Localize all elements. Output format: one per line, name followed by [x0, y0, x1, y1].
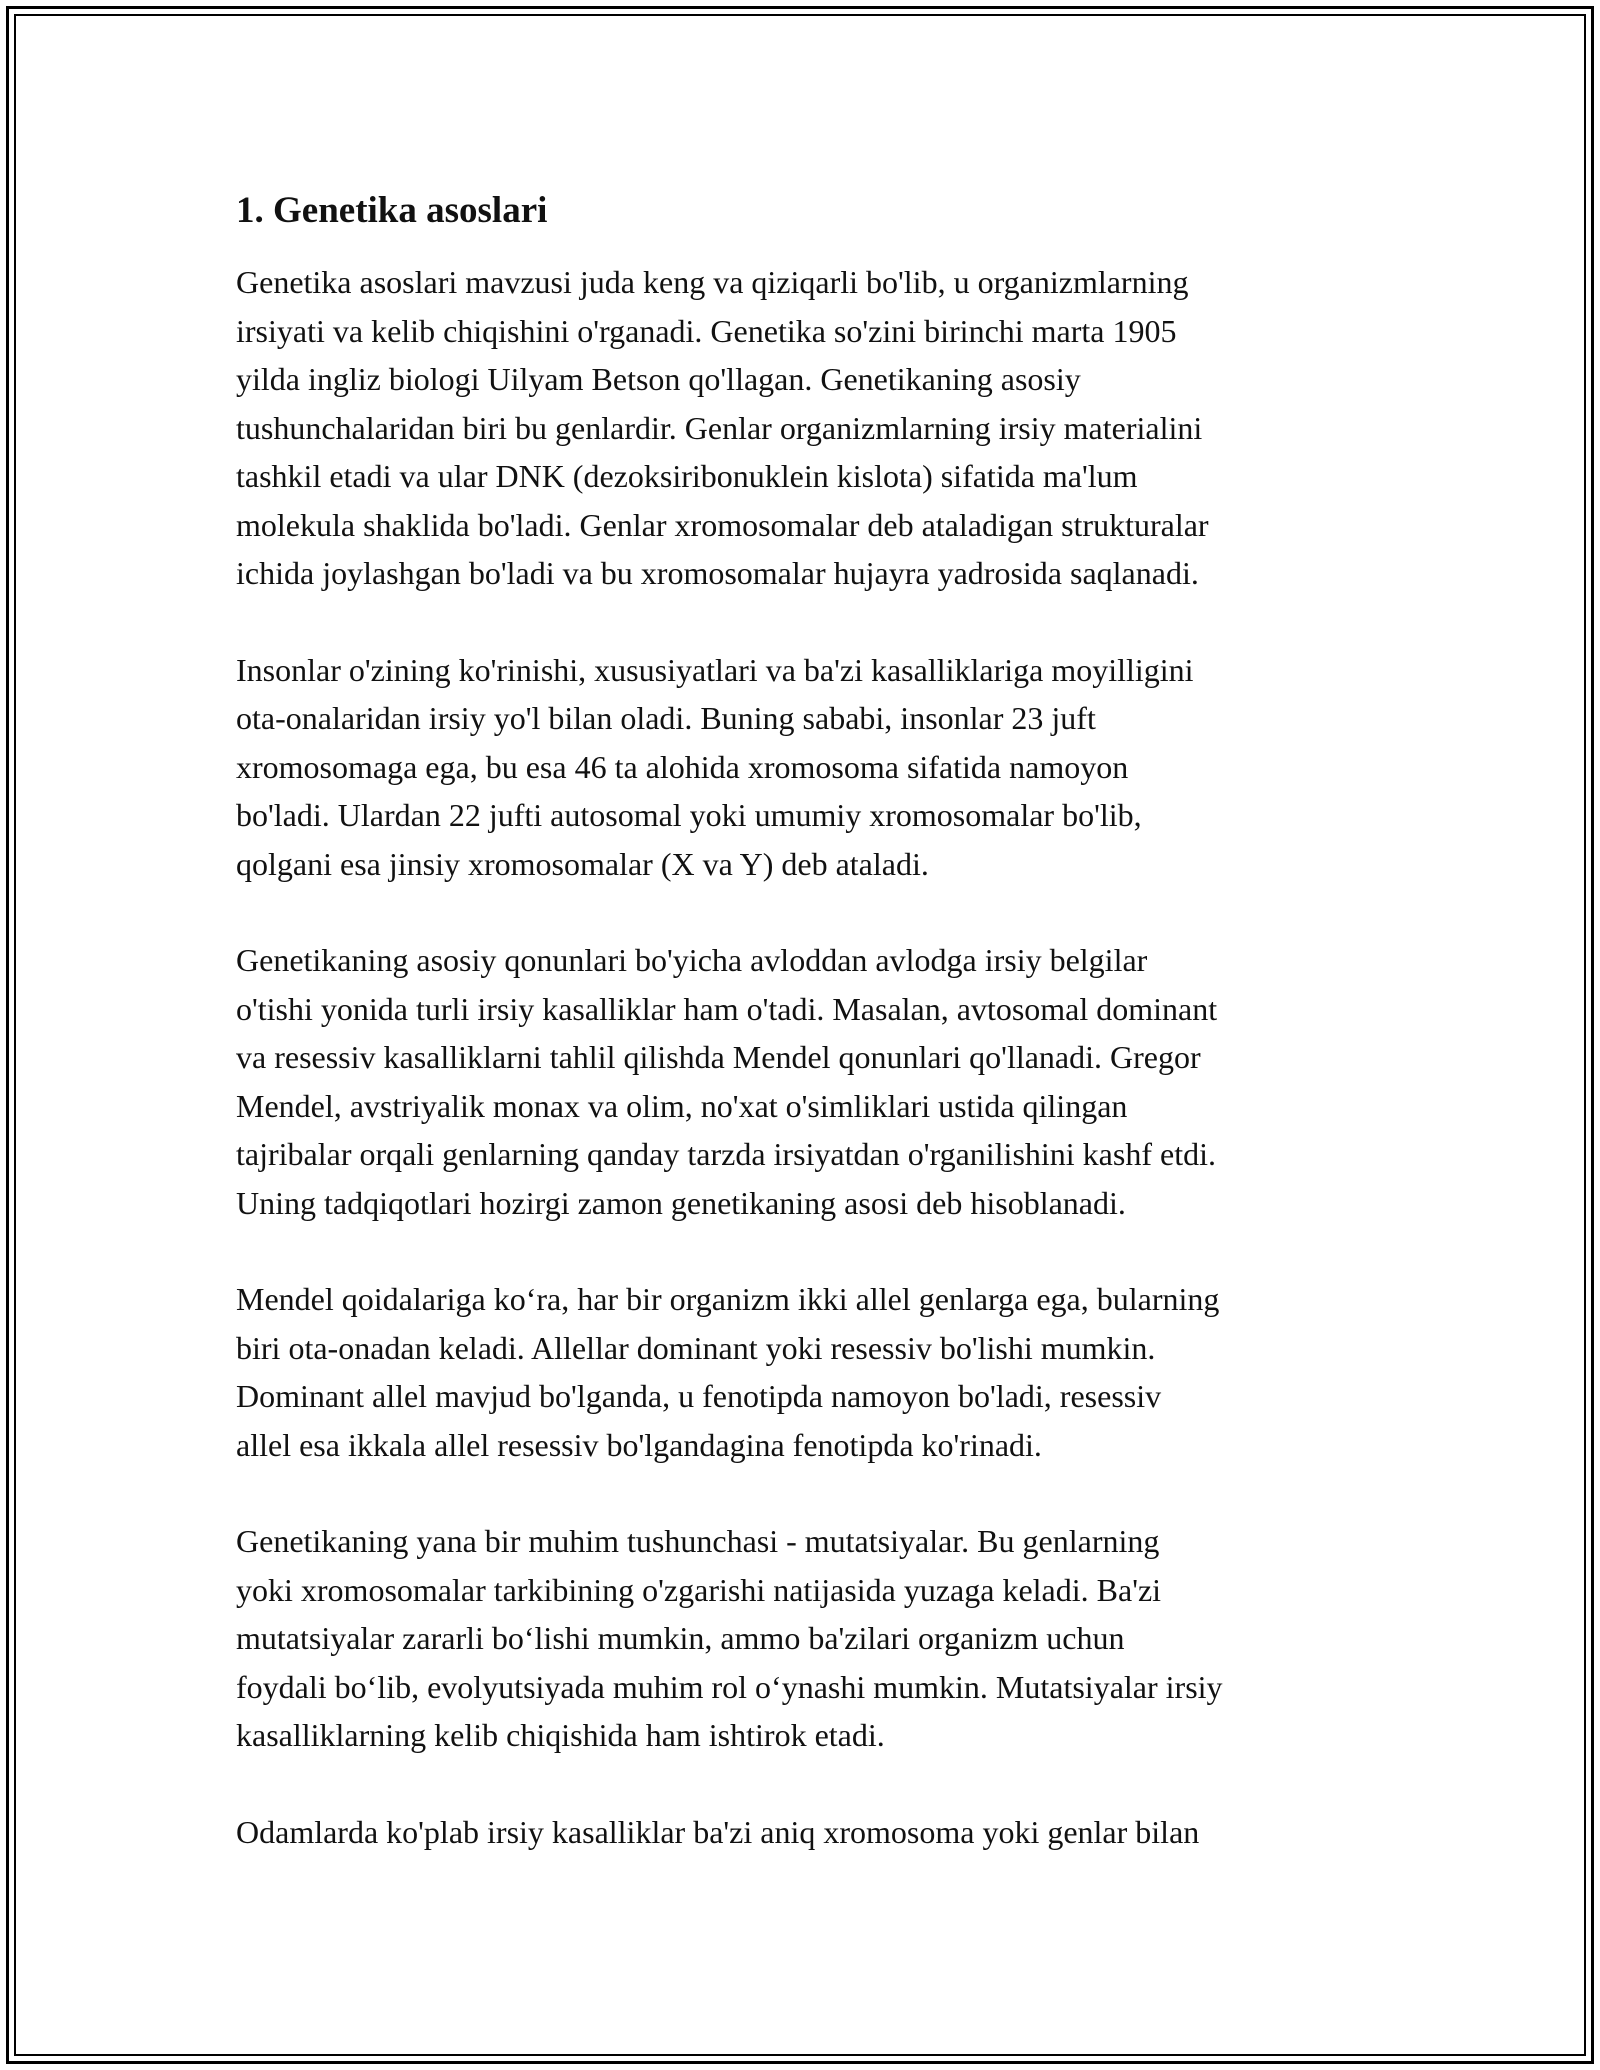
text-line: Genetika asoslari mavzusi juda keng va qiziqarli bo'lib, u organizmlarning [236, 264, 1189, 300]
section-heading: 1. Genetika asoslari [236, 190, 548, 231]
text-line: Mendel, avstriyalik monax va olim, no'xat o'simliklari ustida qilingan [236, 1087, 1128, 1124]
text-line: o'tishi yonida turli irsiy kasalliklar ham o'tadi. Masalan, avtosomal dominant [236, 990, 1218, 1027]
paragraph-human-chromosomes [236, 646, 1386, 889]
text-line: va resessiv kasalliklarni tahlil qilishda Mendel qonunlari qo'llanadi. Gregor [236, 1039, 1201, 1075]
document-body [236, 186, 1386, 1904]
text-line: ichida joylashgan bo'ladi va bu xromosomalar hujayra yadrosida saqlanadi. [236, 555, 1199, 591]
text-line: tajribalar orqali genlarning qanday tarzda irsiyatdan o'rganilishini kashf etdi. [236, 1136, 1216, 1172]
text-line: tashkil etadi va ular DNK (dezoksiribonuklein kislota) sifatida ma'lum [236, 458, 1138, 494]
text-line: xromosomaga ega, bu esa 46 ta alohida xromosoma sifatida namoyon [236, 748, 1129, 785]
text-line: Genetikaning asosiy qonunlari bo'yicha avloddan avlodga irsiy belgilar [236, 942, 1148, 978]
text-line: Insonlar o'zining ko'rinishi, xususiyatlari va ba'zi kasalliklariga moyilligini [236, 651, 1194, 688]
text-line: biri ota-onadan keladi. Allellar dominant yoki resessiv bo'lishi mumkin. [236, 1329, 1156, 1366]
text-line: yoki xromosomalar tarkibining o'zgarishi natijasida yuzaga keladi. Ba'zi [236, 1571, 1162, 1608]
text-line: qolgani esa jinsiy xromosomalar (X va Y) deb ataladi. [236, 845, 929, 882]
text-line: yilda ingliz biologi Uilyam Betson qo'llagan. Genetikaning asosiy [236, 361, 1081, 397]
text-line: allel esa ikkala allel resessiv bo'lgandagina fenotipda ko'rinadi. [236, 1426, 1042, 1463]
text-line: Dominant allel mavjud bo'lganda, u fenotipda namoyon bo'ladi, resessiv [236, 1378, 1162, 1414]
paragraph-alleles [236, 1275, 1386, 1469]
text-line: tushunchalaridan biri bu genlardir. Genlar organizmlarning irsiy materialini [236, 409, 1203, 446]
text-line: Odamlarda ko'plab irsiy kasalliklar ba'zi aniq xromosoma yoki genlar bilan [236, 1813, 1200, 1850]
text-line: bo'ladi. Ulardan 22 jufti autosomal yoki umumiy xromosomalar bo'lib, [236, 797, 1142, 833]
text-line: irsiyati va kelib chiqishini o'rganadi. Genetika so'zini birinchi marta 1905 [236, 312, 1177, 349]
text-line: foydali bo‘lib, evolyutsiyada muhim rol o‘ynashi mumkin. Mutatsiyalar irsiy [236, 1668, 1223, 1705]
text-line: molekula shaklida bo'ladi. Genlar xromosomalar deb ataladigan strukturalar [236, 506, 1209, 543]
text-line: mutatsiyalar zararli bo‘lishi mumkin, ammo ba'zilari organizm uchun [236, 1620, 1125, 1656]
paragraph-mutations [236, 1517, 1386, 1760]
text-line: Mendel qoidalariga ko‘ra, har bir organizm ikki allel genlarga ega, bularning [236, 1281, 1220, 1317]
paragraph-mendel-laws [236, 936, 1386, 1227]
text-line: Genetikaning yana bir muhim tushunchasi - mutatsiyalar. Bu genlarning [236, 1523, 1160, 1559]
paragraph-genetics-intro [236, 258, 1386, 598]
text-line: ota-onalaridan irsiy yo'l bilan oladi. Buning sababi, insonlar 23 juft [236, 700, 1096, 736]
text-line: Uning tadqiqotlari hozirgi zamon genetikaning asosi deb hisoblanadi. [236, 1184, 1126, 1221]
text-line: kasalliklarning kelib chiqishida ham ishtirok etadi. [236, 1717, 885, 1753]
paragraph-hereditary-diseases [236, 1808, 1386, 1857]
